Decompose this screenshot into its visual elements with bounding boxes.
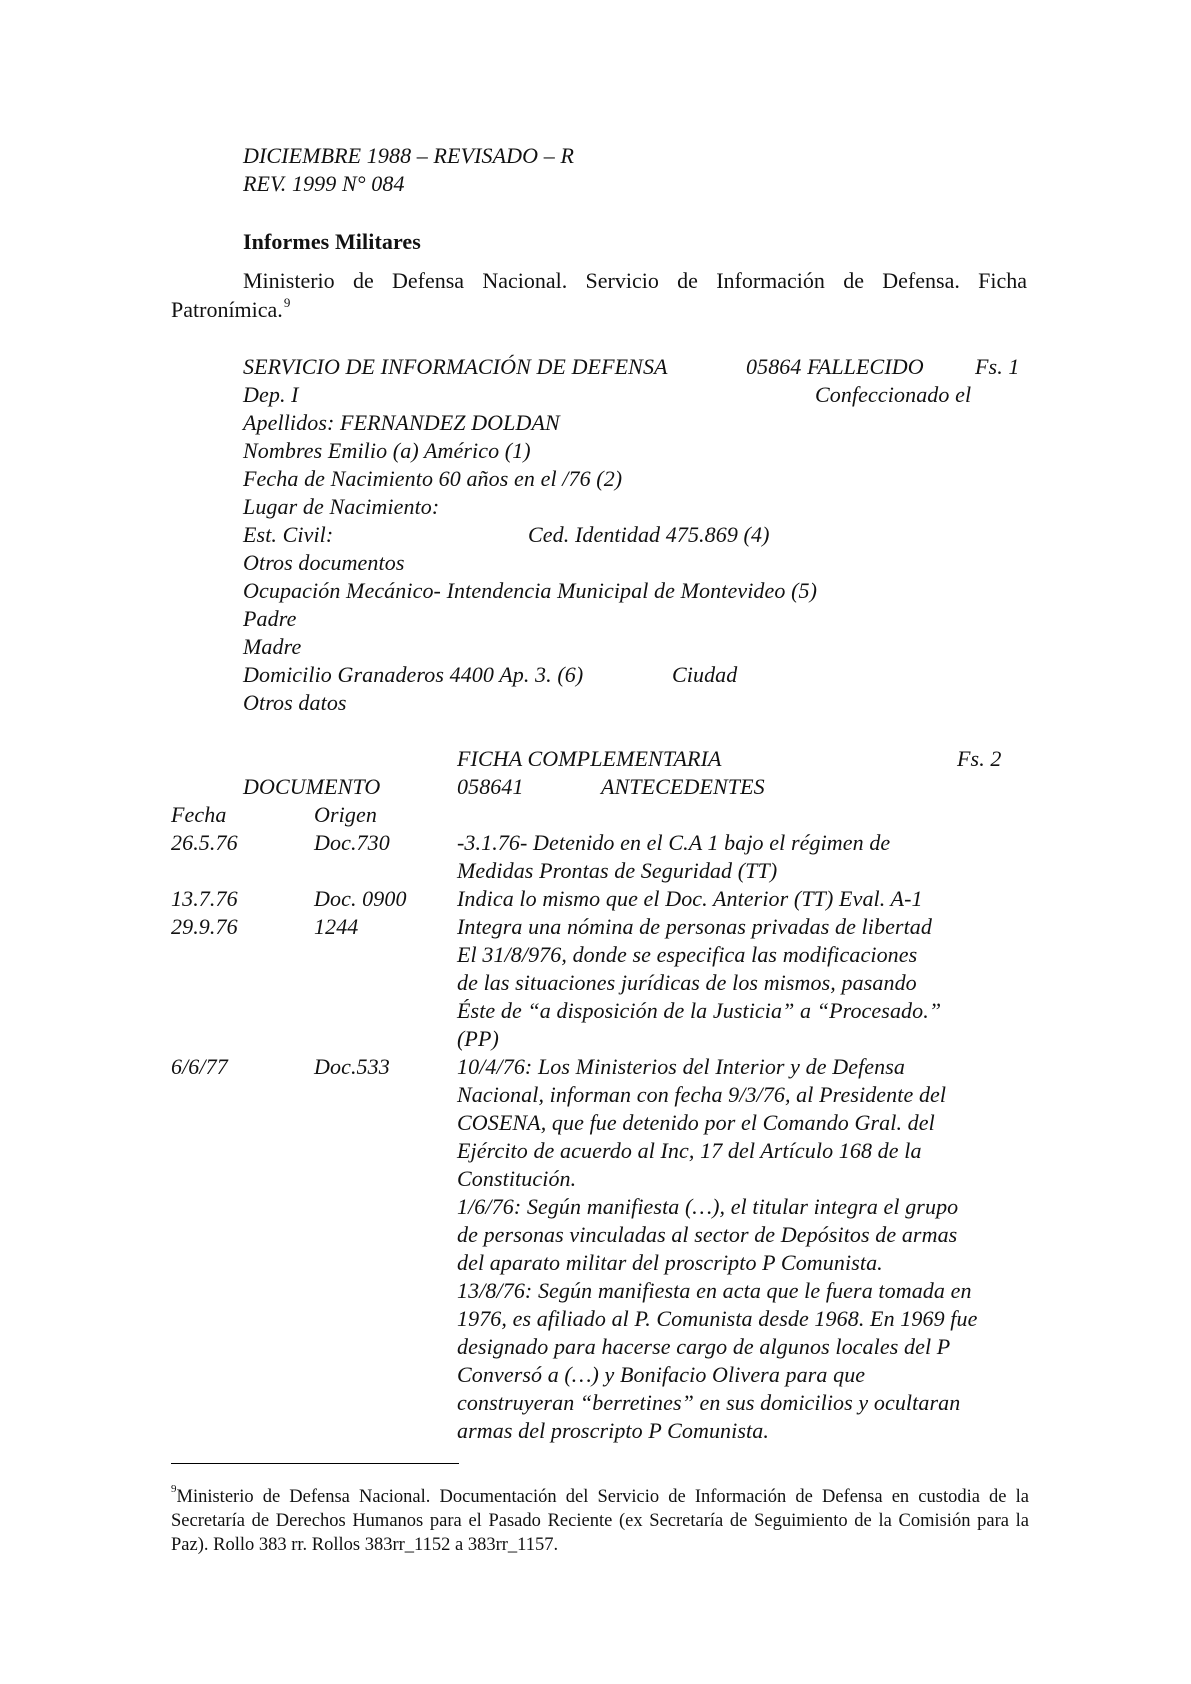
ficha-nombres: Nombres Emilio (a) Américo (1) <box>243 438 531 463</box>
row-3-line-2: El 31/8/976, donde se especifica las modificaciones <box>457 942 918 967</box>
ficha-otros-datos: Otros datos <box>243 690 347 715</box>
ficha-ciudad: Ciudad <box>672 662 738 687</box>
ficha-domicilio: Domicilio Granaderos 4400 Ap. 3. (6) <box>243 662 584 687</box>
row-4-line-5: Constitución. <box>457 1166 577 1191</box>
ficha-lugar-nacimiento: Lugar de Nacimiento: <box>243 494 440 519</box>
row-3-line-3: de las situaciones jurídicas de los mismos, pasando <box>457 970 917 995</box>
row-4-line-7: de personas vinculadas al sector de Depósitos de armas <box>457 1222 958 1247</box>
row-4-line-8: del aparato militar del proscripto P Comunista. <box>457 1250 883 1275</box>
row-4-line-4: Ejército de acuerdo al Inc, 17 del Artículo 168 de la <box>457 1138 922 1163</box>
ficha-ocupacion: Ocupación Mecánico- Intendencia Municipal de Montevideo (5) <box>243 578 818 603</box>
ficha-fecha-nacimiento: Fecha de Nacimiento 60 años en el /76 (2) <box>243 466 623 491</box>
ficha-apellidos: Apellidos: FERNANDEZ DOLDAN <box>243 410 560 435</box>
row-1-line-1: -3.1.76- Detenido en el C.A 1 bajo el régimen de <box>457 830 891 855</box>
header-line-1: DICIEMBRE 1988 – REVISADO – R <box>243 143 574 168</box>
ficha-number-status: 05864 FALLECIDO <box>746 354 924 379</box>
row-2-line-1: Indica lo mismo que el Doc. Anterior (TT) Eval. A-1 <box>457 886 923 911</box>
row-1-line-2: Medidas Prontas de Seguridad (TT) <box>457 858 778 883</box>
row-4-line-3: COSENA, que fue detenido por el Comando Gral. del <box>457 1110 935 1135</box>
ficha-madre: Madre <box>243 634 302 659</box>
ficha-padre: Padre <box>243 606 297 631</box>
row-2-origen: Doc. 0900 <box>314 886 407 911</box>
complementaria-documento: DOCUMENTO <box>243 774 381 799</box>
row-4-fecha: 6/6/77 <box>171 1054 228 1079</box>
ficha-est-civil: Est. Civil: <box>243 522 334 547</box>
row-4-line-10: 1976, es afiliado al P. Comunista desde 1968. En 1969 fue <box>457 1306 978 1331</box>
intro-paragraph <box>171 266 1027 324</box>
footnote <box>171 1480 1029 1557</box>
section-title: Informes Militares <box>243 229 421 254</box>
footnote-text: Ministerio de Defensa Nacional. Documentación del Servicio de Información de Defensa en custodia de la Secretaría de Derechos Humanos para el Pasado Reciente (ex Secretaría de Seguimiento de la Comisión para la Paz). Rollo 383 rr. Rollos 383rr_1152 a 383rr_1157. <box>171 1487 1029 1556</box>
row-3-line-1: Integra una nómina de personas privadas de libertad <box>457 914 933 939</box>
col-header-fecha: Fecha <box>171 802 227 827</box>
row-4-line-11: designado para hacerse cargo de algunos locales del P <box>457 1334 951 1359</box>
row-1-origen: Doc.730 <box>314 830 390 855</box>
ficha-confeccionado: Confeccionado el <box>815 382 972 407</box>
row-1-fecha: 26.5.76 <box>171 830 238 855</box>
row-3-origen: 1244 <box>314 914 359 939</box>
ficha-ced-identidad: Ced. Identidad 475.869 (4) <box>528 522 770 547</box>
row-4-line-13: construyeran “berretines” en sus domicilios y ocultaran <box>457 1390 961 1415</box>
complementaria-antecedentes: ANTECEDENTES <box>601 774 765 799</box>
header-line-2: REV. 1999 N° 084 <box>243 171 405 196</box>
row-3-line-5: (PP) <box>457 1026 499 1051</box>
row-4-line-6: 1/6/76: Según manifiesta (…), el titular integra el grupo <box>457 1194 959 1219</box>
row-4-line-14: armas del proscripto P Comunista. <box>457 1418 769 1443</box>
footnote-ref: 9 <box>283 294 291 310</box>
row-4-line-9: 13/8/76: Según manifiesta en acta que le fuera tomada en <box>457 1278 972 1303</box>
ficha-dep: Dep. I <box>243 382 299 407</box>
row-4-origen: Doc.533 <box>314 1054 390 1079</box>
footnote-separator <box>171 1463 459 1464</box>
ficha-otros-documentos: Otros documentos <box>243 550 405 575</box>
footnote-number: 9 <box>171 1483 177 1495</box>
intro-text: Ministerio de Defensa Nacional. Servicio de Información de Defensa. Ficha Patronímica. <box>171 268 1027 322</box>
row-3-fecha: 29.9.76 <box>171 914 238 939</box>
complementaria-title: FICHA COMPLEMENTARIA <box>457 746 722 771</box>
ficha-service: SERVICIO DE INFORMACIÓN DE DEFENSA <box>243 354 668 379</box>
col-header-origen: Origen <box>314 802 377 827</box>
complementaria-fs: Fs. 2 <box>957 746 1002 771</box>
row-3-line-4: Éste de “a disposición de la Justicia” a “Procesado.” <box>457 998 942 1023</box>
row-4-line-2: Nacional, informan con fecha 9/3/76, al Presidente del <box>457 1082 947 1107</box>
row-4-line-1: 10/4/76: Los Ministerios del Interior y de Defensa <box>457 1054 906 1079</box>
ficha-fs: Fs. 1 <box>975 354 1020 379</box>
complementaria-numero: 058641 <box>457 774 524 799</box>
row-4-line-12: Conversó a (…) y Bonifacio Olivera para que <box>457 1362 866 1387</box>
row-2-fecha: 13.7.76 <box>171 886 238 911</box>
